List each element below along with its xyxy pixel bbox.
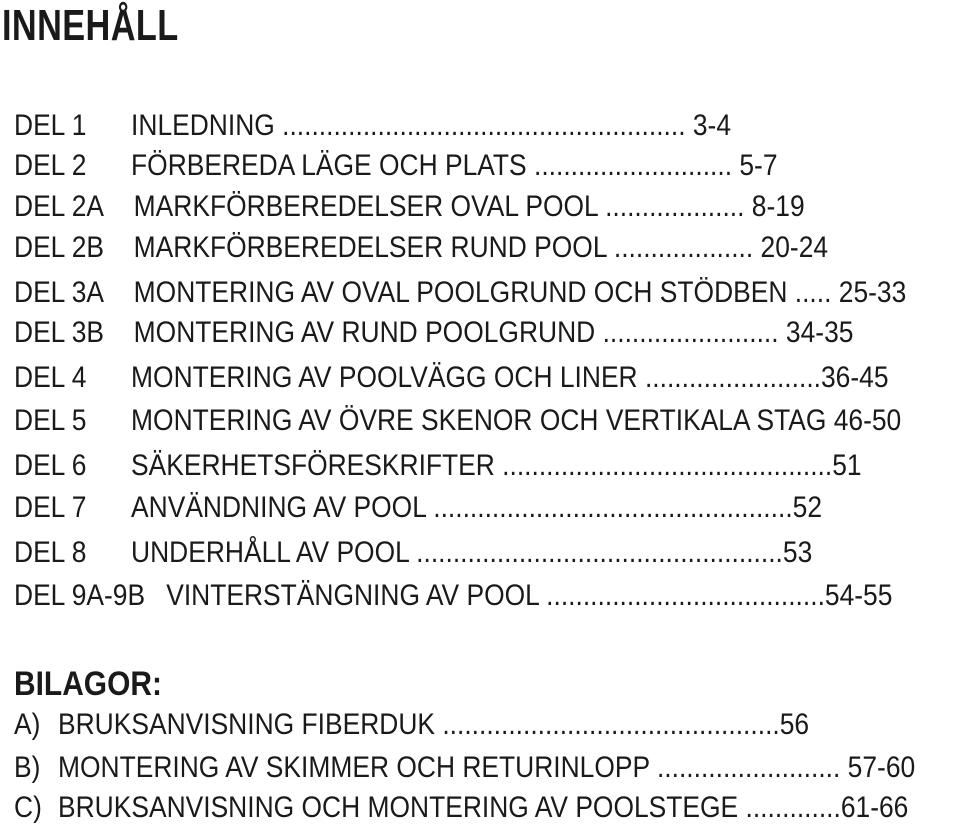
toc-entry-text: UNDERHÅLL AV POOL ..................................................53 — [131, 536, 813, 569]
toc-section-label: DEL 7 — [14, 491, 87, 524]
toc-entry-text: MARKFÖRBEREDELSER OVAL POOL ................... 8-19 — [133, 190, 805, 223]
toc-entry-text: SÄKERHETSFÖRESKRIFTER .............................................51 — [131, 449, 862, 482]
appendix-entry-text: BRUKSANVISNING OCH MONTERING AV POOLSTEGE .............61-66 — [58, 791, 909, 824]
appendix-label: C) — [14, 791, 42, 824]
toc-section-label: DEL 2B — [14, 231, 105, 264]
toc-section-label: DEL 4 — [14, 361, 87, 394]
toc-entry-text: FÖRBEREDA LÄGE OCH PLATS ........................... 5-7 — [131, 149, 778, 182]
page-title: INNEHÅLL — [2, 1, 179, 50]
appendix-heading: BILAGOR: — [14, 665, 162, 703]
appendix-label: B) — [14, 751, 41, 784]
appendix-entry-text: BRUKSANVISNING FIBERDUK ..............................................56 — [58, 708, 810, 741]
toc-section-label: DEL 3B — [14, 316, 105, 349]
toc-entry-text: MONTERING AV ÖVRE SKENOR OCH VERTIKALA STAG 46-50 — [131, 404, 902, 437]
toc-entry-text: VINTERSTÄNGNING AV POOL ......................................54-55 — [166, 579, 893, 612]
toc-entry-text: MONTERING AV RUND POOLGRUND ........................ 34-35 — [133, 316, 854, 349]
toc-section-label: DEL 2 — [14, 149, 87, 182]
toc-section-label: DEL 1 — [14, 109, 87, 142]
toc-section-label: DEL 8 — [14, 536, 87, 569]
appendix-entry-text: MONTERING AV SKIMMER OCH RETURINLOPP ......................... 57-60 — [58, 751, 916, 784]
toc-entry-text: INLEDNING ....................................................... 3-4 — [131, 109, 732, 142]
toc-entry-text: MONTERING AV OVAL POOLGRUND OCH STÖDBEN ..... 25-33 — [133, 276, 907, 309]
toc-section-label: DEL 9A-9B — [14, 579, 146, 612]
toc-entry-text: ANVÄNDNING AV POOL .................................................52 — [131, 491, 823, 524]
toc-section-label: DEL 6 — [14, 449, 87, 482]
toc-entry-text: MONTERING AV POOLVÄGG OCH LINER ........................36-45 — [131, 361, 889, 394]
toc-section-label: DEL 2A — [14, 190, 105, 223]
toc-entry-text: MARKFÖRBEREDELSER RUND POOL ................... 20-24 — [133, 231, 829, 264]
toc-section-label: DEL 3A — [14, 276, 105, 309]
appendix-label: A) — [14, 708, 41, 741]
toc-section-label: DEL 5 — [14, 404, 87, 437]
